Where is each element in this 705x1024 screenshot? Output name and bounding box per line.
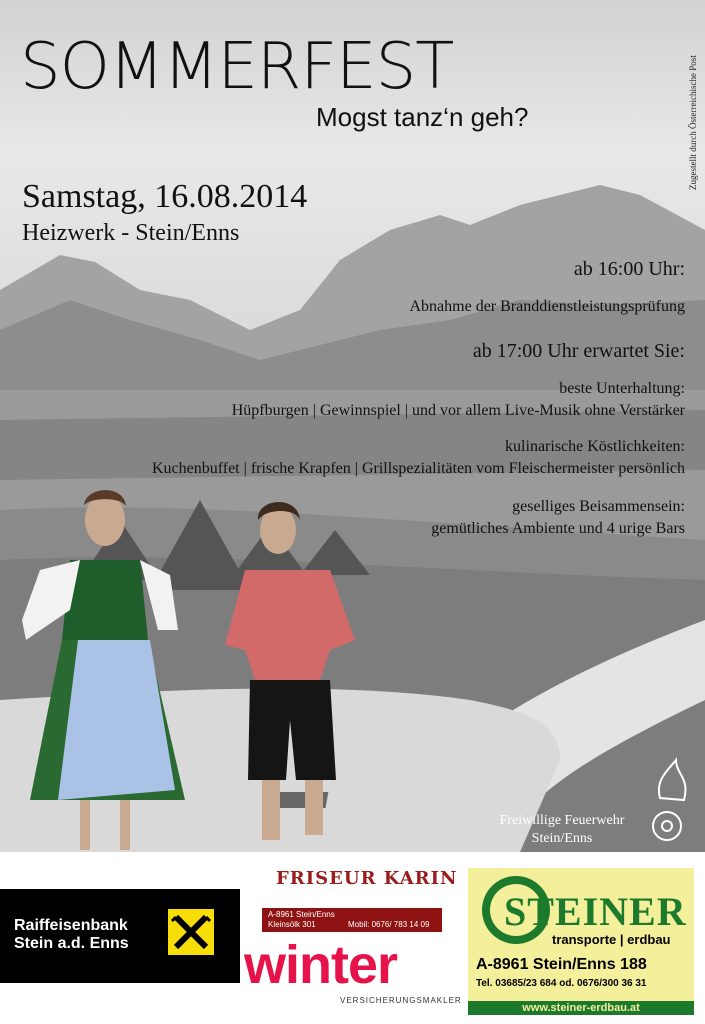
- steiner-address: A-8961 Stein/Enns 188: [476, 956, 647, 973]
- steiner-name: STEINER: [504, 889, 687, 934]
- event-date: Samstag, 16.08.2014: [22, 178, 308, 215]
- raiffeisen-cross-icon: [168, 909, 214, 955]
- program-time-2: ab 17:00 Uhr erwartet Sie:: [472, 340, 685, 362]
- raiffeisen-line-1: Raiffeisenbank: [14, 917, 128, 934]
- organizer-line-2: Stein/Enns: [531, 831, 593, 846]
- event-subtitle: Mogst tanz‘n geh?: [316, 102, 529, 132]
- friseur-address-1: A-8961 Stein/Enns: [268, 910, 335, 919]
- program-event-1: Abnahme der Branddienstleistungsprüfung: [409, 298, 685, 315]
- winter-logo: winter: [244, 935, 398, 995]
- section-heading-food: kulinarische Köstlichkeiten:: [505, 438, 685, 455]
- winter-tagline: VERSICHERUNGSMAKLER: [340, 996, 462, 1005]
- steiner-website: www.steiner-erdbau.at: [522, 1002, 640, 1014]
- section-items-social: gemütliches Ambiente und 4 urige Bars: [431, 520, 685, 537]
- section-items-entertainment: Hüpfburgen | Gewinnspiel | und vor allem Live-Musik ohne Verstärker: [231, 402, 685, 419]
- steiner-phone: Tel. 03685/23 684 od. 0676/300 36 31: [476, 978, 647, 989]
- raiffeisen-name: [14, 917, 129, 953]
- raiffeisen-line-2: Stein a.d. Enns: [14, 935, 129, 952]
- friseur-phone: Mobil: 0676/ 783 14 09: [348, 920, 430, 929]
- program-time-1: ab 16:00 Uhr:: [573, 258, 685, 280]
- steiner-tagline: transporte | erdbau: [552, 932, 671, 947]
- section-heading-entertainment: beste Unterhaltung:: [559, 380, 685, 397]
- sponsor-raiffeisen: [0, 889, 240, 983]
- organizer-line-1: Freiwillige Feuerwehr: [499, 813, 625, 828]
- organizer-name: [478, 812, 646, 848]
- friseur-contact-box: [262, 908, 442, 932]
- event-title: SOMMERFEST: [20, 30, 454, 104]
- section-items-food: Kuchenbuffet | frische Krapfen | Grillspezialitäten vom Fleischermeister persönlich: [151, 460, 685, 477]
- event-venue: Heizwerk - Stein/Enns: [22, 220, 240, 246]
- section-heading-social: geselliges Beisammensein:: [512, 498, 685, 515]
- friseur-address-2: Kleinsölk 301: [268, 920, 316, 929]
- sponsor-steiner: [468, 868, 694, 1014]
- postal-note: Zugestellt durch Österreichische Post: [688, 55, 698, 190]
- friseur-karin-logo: FRISEUR KARIN: [276, 868, 458, 889]
- steiner-web-bar: [468, 1001, 694, 1015]
